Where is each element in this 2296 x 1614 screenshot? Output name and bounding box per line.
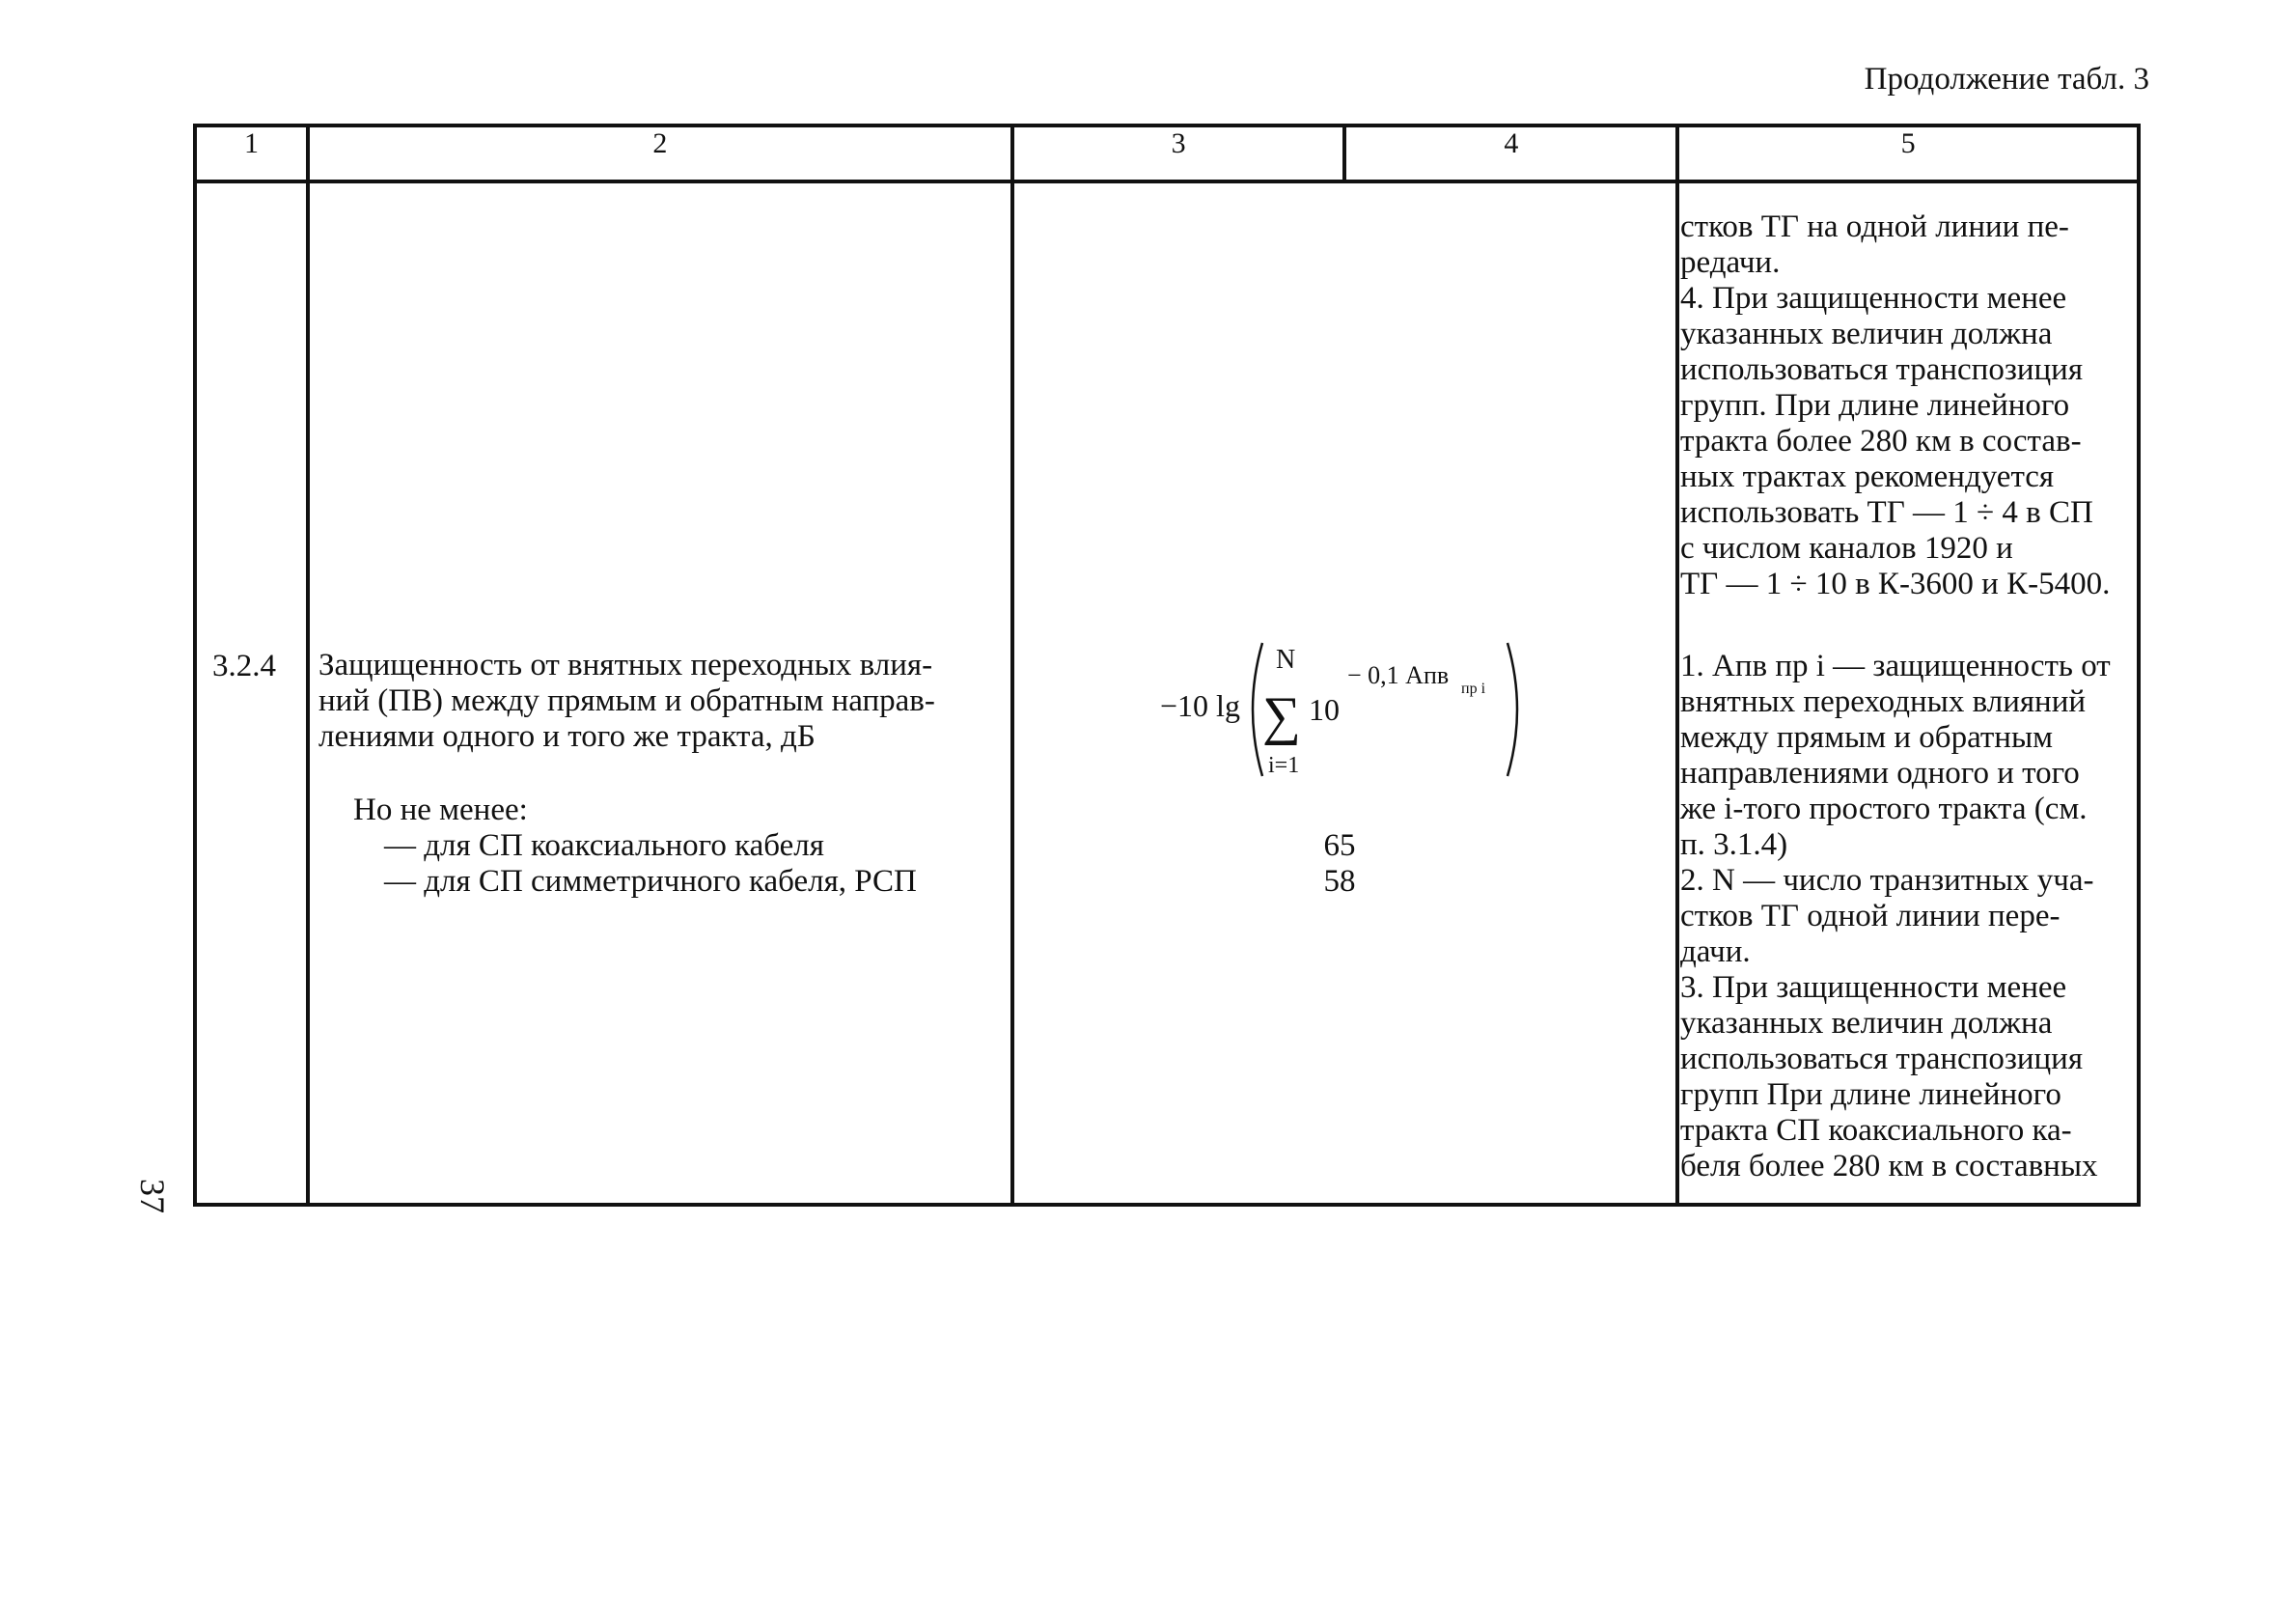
note-line: же i-того простого тракта (см. [1680,792,2088,826]
description-line: ний (ПВ) между прямым и обратным направ- [318,683,935,718]
notes-bottom [1680,649,2120,1184]
description-line: лениями одного и того же тракта, дБ [318,719,816,754]
note-line: использовать ТГ — 1 ÷ 4 в СП [1680,495,2093,530]
note-line: редачи. [1680,245,1781,280]
note-line: указанных величин должна [1680,1006,2053,1041]
note-line: тракта СП коаксиального ка- [1680,1113,2072,1148]
note-line: п. 3.1.4) [1680,827,1788,862]
note-line: стков ТГ одной линии пере- [1680,899,2061,933]
note-line: групп При длине линейного [1680,1077,2061,1112]
value-symmetric: 58 [1323,864,1356,899]
formula-prefix: −10 lg [1160,688,1240,723]
sum-lower: i=1 [1268,753,1300,778]
sum-symbol: ∑ [1262,686,1301,746]
note-line: тракта более 280 км в состав- [1680,424,2082,459]
note-line: групп. При длине линейного [1680,388,2070,423]
min-item-coaxial: — для СП коаксиального кабеля [384,828,824,863]
note-line: 3. При защищенности менее [1680,970,2067,1005]
formula-base: 10 [1309,692,1340,727]
cell-item-number [195,181,308,1205]
header-cell-5: 5 [1677,125,2139,181]
note-line: ТГ — 1 ÷ 10 в К-3600 и К-5400. [1680,567,2111,601]
header-row [195,125,2139,181]
value-coaxial: 65 [1323,828,1356,863]
page-number: 37 [133,1179,172,1213]
note-line: стков ТГ на одной линии пе- [1680,209,2069,244]
note-line: 1. Апв пр i — защищенность от [1680,649,2111,683]
note-line: использоваться транспозиция [1680,352,2084,387]
continuation-label: Продолжение табл. 3 [1864,62,2149,97]
header-cell-3: 3 [1012,125,1345,181]
note-line: внятных переходных влияний [1680,684,2087,719]
min-item-symmetric: — для СП симметричного кабеля, РСП [384,864,917,899]
formula-exponent: − 0,1 Апв [1347,661,1450,689]
description-line: Защищенность от внятных переходных влия- [318,648,933,682]
note-line: указанных величин должна [1680,317,2053,351]
left-paren [1253,643,1262,776]
note-line: 4. При защищенности менее [1680,281,2067,316]
note-line: 2. N — число транзитных уча- [1680,863,2094,898]
note-line: использоваться транспозиция [1680,1042,2084,1076]
item-number: 3.2.4 [212,649,276,683]
note-line: беля более 280 км в составных [1680,1149,2098,1183]
formula-exponent-sub: пр i [1461,681,1486,697]
min-label: Но не менее: [353,793,528,827]
header-cell-4: 4 [1344,125,1677,181]
sum-upper: N [1276,645,1296,675]
note-line: ных трактах рекомендуется [1680,459,2055,494]
right-paren [1508,643,1517,776]
note-line: с числом каналов 1920 и [1680,531,2013,566]
notes-top [1680,209,2120,602]
note-line: дачи. [1680,934,1751,969]
note-line: между прямым и обратным [1680,720,2054,755]
header-cell-1: 1 [195,125,308,181]
formula [1154,637,1521,782]
header-cell-2: 2 [308,125,1012,181]
note-line: направлениями одного и того [1680,756,2080,791]
description [318,648,994,755]
